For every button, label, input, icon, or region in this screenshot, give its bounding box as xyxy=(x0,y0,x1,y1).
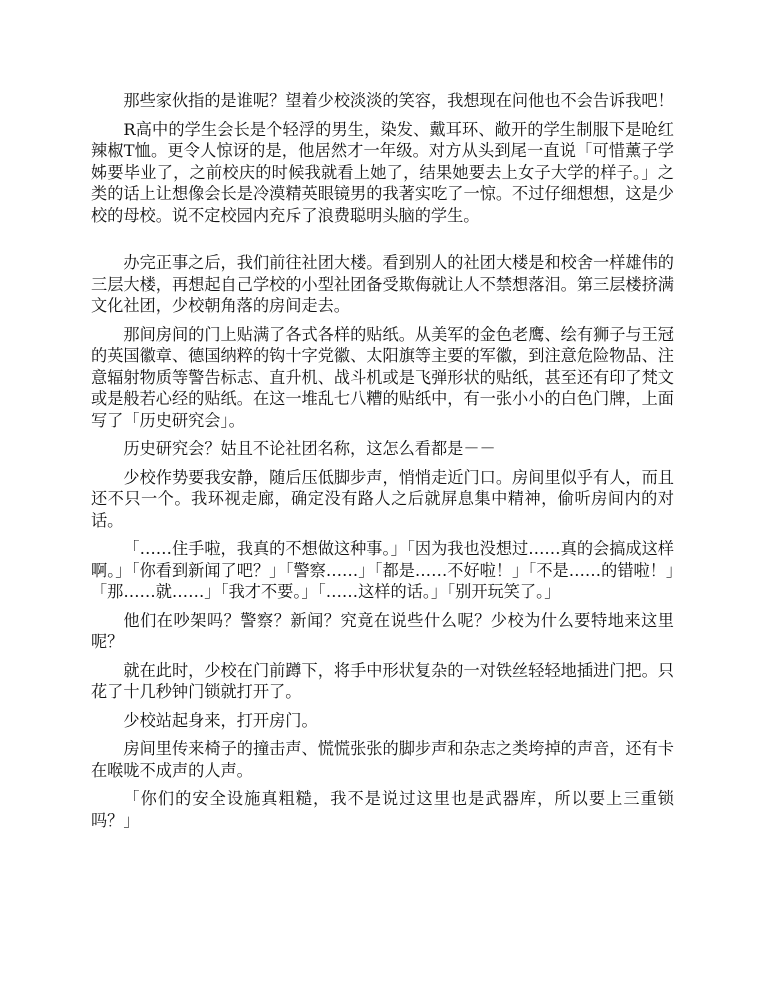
paragraph: 他们在吵架吗？警察？新闻？究竟在说些什么呢？少校为什么要特地来这里呢？ xyxy=(91,610,674,651)
paragraph: 少校站起身来，打开房门。 xyxy=(123,710,318,730)
paragraph: 少校作势要我安静，随后压低脚步声，悄悄走近门口。房间里似乎有人，而且还不只一个。我环视走廊，确定没有路人之后就屏息集中精神，偷听房间内的对话。 xyxy=(91,467,674,530)
paragraph: 房间里传来椅子的撞击声、慌慌张张的脚步声和杂志之类垮掉的声音，还有卡在喉咙不成声的人声。 xyxy=(91,739,674,780)
paragraph: 办完正事之后，我们前往社团大楼。看到别人的社团大楼是和校舍一样雄伟的三层大楼，再想起自己学校的小型社团备受欺侮就让人不禁想落泪。第三层楼挤满文化社团，少校朝角落的房间走去。 xyxy=(91,253,674,315)
paragraph: 那间房间的门上贴满了各式各样的贴纸。从美军的金色老鹰、绘有狮子与王冠的英国徽章、德国纳粹的钩十字党徽、太阳旗等主要的军徽，到注意危险物品、注意辐射物质等警告标志、直升机、战斗机或是飞弹形状的贴纸，甚至还有印了梵文或是般若心经的贴纸。在这一堆乱七八糟的贴纸中，有一张小小的白色门牌，上面写了「历史研究会」。 xyxy=(91,324,674,430)
paragraph: 「你们的安全设施真粗糙，我不是说过这里也是武器库，所以要上三重锁吗？」 xyxy=(91,789,674,830)
paragraph: 那些家伙指的是谁呢？望着少校淡淡的笑容，我想现在问他也不会告诉我吧！ xyxy=(123,91,674,110)
paragraph: 「……住手啦，我真的不想做这种事。」「因为我也没想过……真的会搞成这样啊。」「你看到新闻了吧？」「警察……」「都是……不好啦！」「不是……的错啦！」「那……就……」「我才不要。」「……这样的话。」「别开玩笑了。」 xyxy=(91,539,674,601)
paragraph: 就在此时，少校在门前蹲下，将手中形状复杂的一对铁丝轻轻地插进门把。只花了十几秒钟门锁就打开了。 xyxy=(91,660,674,701)
paragraph: R高中的学生会长是个轻浮的男生，染发、戴耳环、敞开的学生制服下是呛红辣椒T恤。更令人惊讶的是，他居然才一年级。对方从头到尾一直说「可惜薰子学姊要毕业了，之前校庆的时候我就看上她了，结果她要去上女子大学的样子。」之类的话上让想像会长是冷漠精英眼镜男的我著实吃了一惊。不过仔细想想，这是少校的母校。说不定校园内充斥了浪费聪明头脑的学生。 xyxy=(91,119,674,225)
document-page xyxy=(91,90,674,838)
paragraph: 历史研究会？姑且不论社团名称，这怎么看都是－－ xyxy=(123,439,496,458)
